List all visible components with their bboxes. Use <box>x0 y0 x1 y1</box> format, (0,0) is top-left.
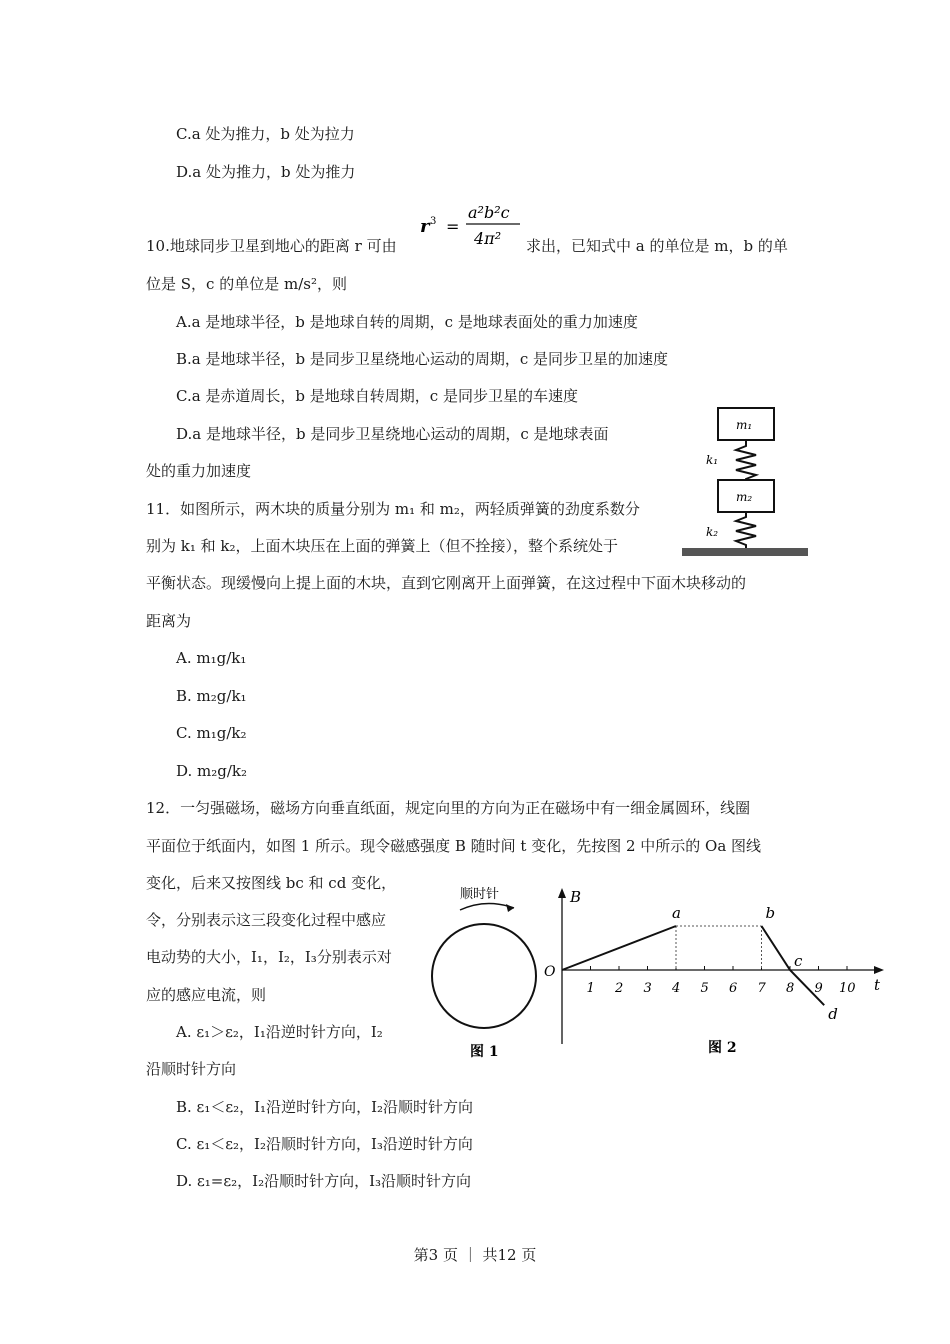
point-label-a: a <box>672 904 681 922</box>
q10-option-c: C.a 是赤道周长，b 是地球自转周期，c 是同步卫星的车速度 <box>176 387 578 405</box>
q10-stem-part-b: 求出，已知式中 a 的单位是 m，b 的单 <box>526 237 788 255</box>
q12-stem-line-3: 变化，后来又按图线 bc 和 cd 变化， <box>146 874 397 892</box>
point-label-d: d <box>828 1005 838 1024</box>
spring-k2-label: k₂ <box>706 525 719 539</box>
spring-k1 <box>736 440 756 480</box>
spring-block-diagram <box>680 402 810 562</box>
q10-option-b: B.a 是地球半径，b 是同步卫星绕地心运动的周期，c 是同步卫星的加速度 <box>176 350 669 368</box>
x-tick-label: 1 <box>586 981 595 996</box>
q11-option-d: D. m₂g/k₂ <box>176 762 248 780</box>
q9-option-d: D.a 处为推力，b 处为推力 <box>176 163 356 181</box>
fig2-caption: 图 2 <box>708 1040 737 1056</box>
q11-stem-line-4: 距离为 <box>146 612 192 630</box>
spring-k1-label: k₁ <box>706 453 719 467</box>
formula-denominator: 4π² <box>474 229 502 248</box>
metal-ring <box>432 924 536 1028</box>
x-tick-label: 2 <box>615 981 624 996</box>
q10-stem-part-a: 10.地球同步卫星到地心的距离 r 可由 <box>146 237 397 255</box>
q12-stem-line-2: 平面位于纸面内，如图 1 所示。现令磁感强度 B 随时间 t 变化，先按图 2 中所示的 Oa 图线 <box>146 837 762 855</box>
formula-numerator: a²b²c <box>468 203 510 222</box>
point-label-b: b <box>765 904 776 922</box>
ground <box>682 548 808 556</box>
q12-option-c: C. ε₁＜ε₂，I₂沿顺时针方向，I₃沿逆时针方向 <box>176 1135 473 1153</box>
figure-2-b-t-graph <box>540 884 890 1064</box>
y-axis-arrow-icon <box>558 888 566 898</box>
q12-stem-line-6: 应的感应电流，则 <box>146 986 267 1004</box>
y-axis-label: B <box>570 888 582 906</box>
x-tick-label: 5 <box>700 981 709 996</box>
q12-stem-line-1: 12．一匀强磁场，磁场方向垂直纸面，规定向里的方向为正在磁场中有一细金属圆环，线圈 <box>146 799 751 817</box>
clockwise-arrow-icon <box>460 903 514 910</box>
q10-formula <box>418 200 523 252</box>
q10-option-d-cont: 处的重力加速度 <box>146 462 252 480</box>
series-line-1 <box>562 926 676 970</box>
q10-option-a: A.a 是地球半径，b 是地球自转的周期，c 是地球表面处的重力加速度 <box>176 313 638 331</box>
x-tick-label: 6 <box>729 981 738 996</box>
q10-option-d: D.a 是地球半径，b 是同步卫星绕地心运动的周期，c 是地球表面 <box>176 425 609 443</box>
x-tick-label: 10 <box>839 981 856 996</box>
x-axis-label: t <box>874 976 881 994</box>
q11-option-c: C. m₁g/k₂ <box>176 724 247 742</box>
q10-stem-part-c: 位是 S，c 的单位是 m/s²，则 <box>146 275 347 293</box>
q11-stem-line-1: 11．如图所示，两木块的质量分别为 m₁ 和 m₂，两轻质弹簧的劲度系数分 <box>146 500 640 518</box>
q9-option-c: C.a 处为推力，b 处为拉力 <box>176 125 355 143</box>
formula-equals: = <box>446 217 460 236</box>
x-tick-label: 4 <box>672 981 681 996</box>
q12-option-a-cont: 沿顺时针方向 <box>146 1060 237 1078</box>
x-axis-arrow-icon <box>874 966 884 974</box>
formula-lhs: r <box>420 216 430 237</box>
fig1-caption: 图 1 <box>470 1044 499 1060</box>
q11-option-a: A. m₁g/k₁ <box>176 649 247 667</box>
q12-option-d: D. ε₁=ε₂，I₂沿顺时针方向，I₃沿顺时针方向 <box>176 1172 472 1190</box>
q12-option-a: A. ε₁＞ε₂，I₁沿逆时针方向，I₂ <box>176 1023 383 1041</box>
x-tick-label: 8 <box>786 981 795 996</box>
q11-stem-line-2: 别为 k₁ 和 k₂，上面木块压在上面的弹簧上（但不拴接），整个系统处于 <box>146 537 619 555</box>
origin-label: O <box>544 964 556 980</box>
x-tick-label: 7 <box>757 981 766 996</box>
figure-1-ring <box>424 880 554 1060</box>
x-tick-label: 9 <box>814 981 823 996</box>
q11-option-b: B. m₂g/k₁ <box>176 687 247 705</box>
q12-option-b: B. ε₁＜ε₂，I₁沿逆时针方向，I₂沿顺时针方向 <box>176 1098 474 1116</box>
block-m1-label: m₁ <box>736 418 753 432</box>
formula-lhs-exp: 3 <box>430 216 437 227</box>
q12-stem-line-5: 电动势的大小，I₁，I₂，I₃分别表示对 <box>146 948 392 966</box>
q11-stem-line-3: 平衡状态。现缓慢向上提上面的木块，直到它刚离开上面弹簧，在这过程中下面木块移动的 <box>146 574 747 592</box>
point-label-c: c <box>794 952 803 970</box>
page-footer: 第3 页 ｜ 共12 页 <box>413 1246 537 1264</box>
fig1-clockwise-label: 顺时针 <box>460 887 500 902</box>
spring-k2 <box>736 512 756 548</box>
x-tick-label: 3 <box>643 981 652 996</box>
q12-stem-line-4: 令，分别表示这三段变化过程中感应 <box>146 911 387 929</box>
block-m2-label: m₂ <box>736 490 753 504</box>
